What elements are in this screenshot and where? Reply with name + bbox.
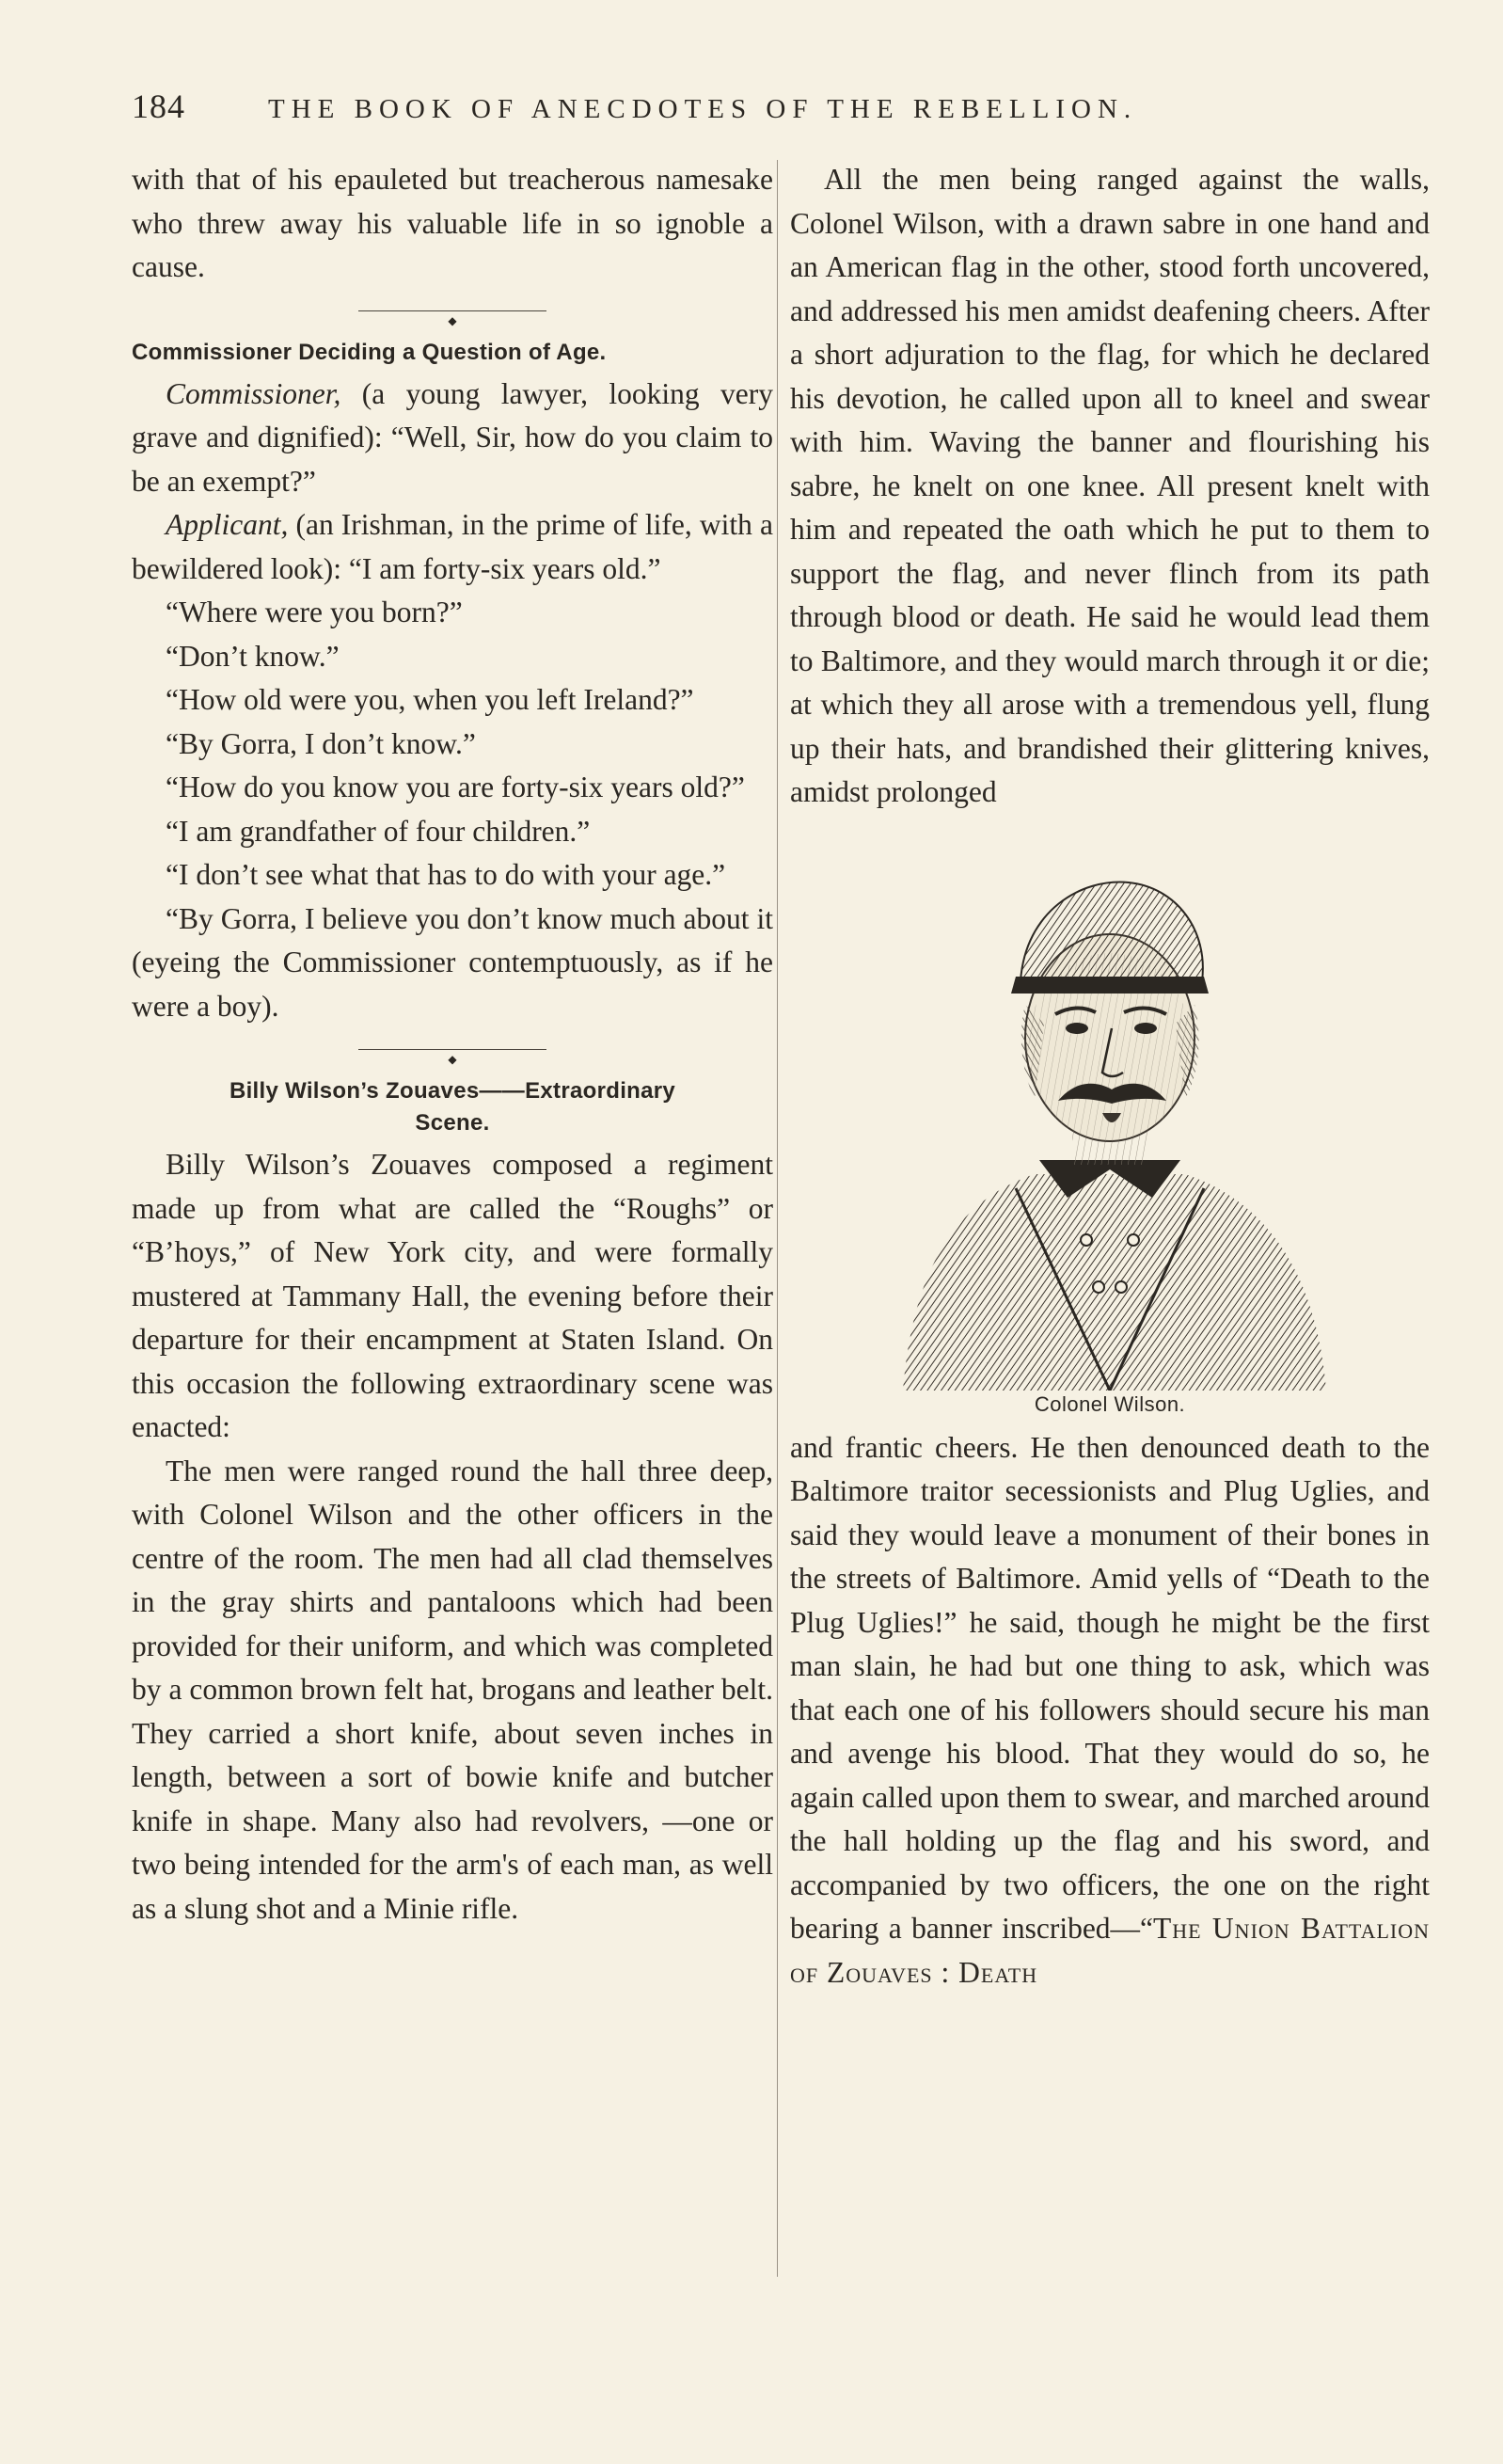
dialogue-text: (an Irishman, in the prime of life, with a bewildered look): “I am forty-six years old.” <box>132 508 773 585</box>
dialogue-line: “How do you know you are forty-six years old?” <box>166 771 745 803</box>
section-heading-commissioner: Commissioner Deciding a Question of Age. <box>132 339 607 365</box>
paragraph: Billy Wilson’s Zouaves composed a regiment made up from what are called the “Roughs” or “B’hoys,” of New York city, and were formally mustered at Tammany Hall, the evening before their departure for their encampment at Staten Island. On this occasion the following extraordinary scene was enacted: <box>132 1148 773 1443</box>
dialogue-line: “I am grandfather of four children.” <box>166 814 591 848</box>
running-title: THE BOOK OF ANECDOTES OF THE REBELLION. <box>268 94 1138 124</box>
right-column <box>790 158 1430 1995</box>
dialogue-line: “By Gorra, I don’t know.” <box>166 726 476 760</box>
dialogue-applicant <box>132 503 773 591</box>
heading-line: Billy Wilson’s Zouaves——Extraordinary <box>229 1078 676 1104</box>
column-divider <box>777 160 778 2277</box>
paragraph-text: and frantic cheers. He then denounced death to the Baltimore traitor secessionists and Plug Uglies, and said they would leave a monument of their bones in the streets of Baltimore. Amid yells of “Death to the Plug Uglies!” he said, though he might be the first man slain, he had but one thing to ask, which was that each one of his followers should secure his man and avenge his blood. That they would do so, he again called upon them to swear, and marched around the hall holding up the flag and his sword, and accompanied by two officers, the one on the right bearing a banner inscribed—“ <box>790 1430 1430 1945</box>
section-separator <box>132 1032 773 1070</box>
dialogue-text: (a young lawyer, looking very grave and dignified): “Well, Sir, how do you claim to be an exempt?” <box>132 376 773 498</box>
banner-inscription: The Union Battalion of Zouaves : Death <box>790 1912 1430 1989</box>
speaker-commissioner: Commissioner, <box>166 376 341 410</box>
dialogue-line: “I don’t see what that has to do with your age.” <box>166 858 726 891</box>
section-separator <box>132 294 773 331</box>
heading-line: Scene. <box>415 1110 490 1136</box>
paragraph <box>790 1426 1430 1995</box>
section-heading-zouaves <box>132 1075 773 1139</box>
speaker-applicant: Applicant, <box>166 508 289 541</box>
dialogue-line: “By Gorra, I believe you don’t know much about it (eyeing the Commissioner contemptuously, as if he were a boy). <box>132 901 773 1023</box>
dialogue-line: “Where were you born?” <box>166 596 463 628</box>
dialogue-line: “Don’t know.” <box>166 639 340 673</box>
portrait-caption: Colonel Wilson. <box>1034 1391 1186 1416</box>
paragraph: The men were ranged round the hall three deep, with Colonel Wilson and the other officers in the centre of the room. The men had all clad themselves in the gray shirts and pantaloons which had been provided for their uniform, and which was completed by a common brown felt hat, brogans and leather belt. They carried a short knife, about seven inches in length, between a sort of bowie knife and butcher knife in shape. Many also had revolvers, —one or two being intended for the arm's of each man, as well as a slung shot and a Minie rifle. <box>132 1454 773 1925</box>
page-number: 184 <box>132 87 185 125</box>
dialogue-line: “How old were you, when you left Ireland?” <box>166 683 694 716</box>
left-column <box>132 158 773 1931</box>
portrait-colonel-wilson-image <box>846 826 1373 1391</box>
running-header <box>132 87 1270 134</box>
portrait-engraving <box>846 826 1373 1391</box>
dialogue-commissioner <box>132 373 773 504</box>
paragraph-continuation: with that of his epauleted but treacherous namesake who threw away his valuable life in so ignoble a cause. <box>132 163 773 283</box>
paragraph: All the men being ranged against the walls, Colonel Wilson, with a drawn sabre in one hand and an American flag in the other, stood forth uncovered, and addressed his men amidst deafening cheers. After a short adjuration to the flag, for which he declared his devotion, he called upon all to kneel and swear with him. Waving the banner and flourishing his sabre, he knelt on one knee. All present knelt with him and repeated the oath which he put to them to support the flag, and never flinch from its path through blood or death. He said he would lead them to Baltimore, and they would march through it or die; at which they all arose with a tremendous yell, flung up their hats, and brandished their glittering knives, amidst prolonged <box>790 163 1430 808</box>
